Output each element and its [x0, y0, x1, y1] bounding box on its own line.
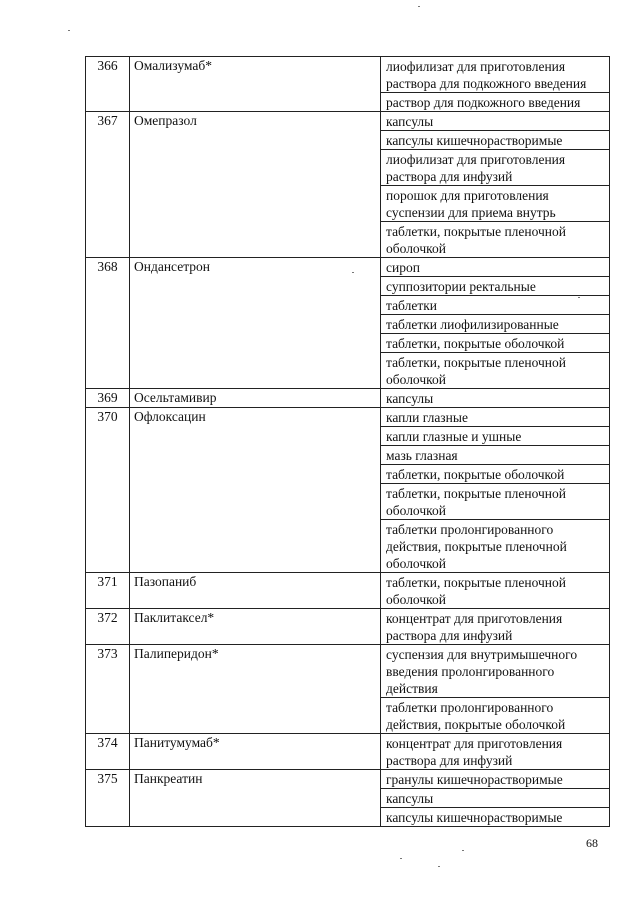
- dosage-forms: [381, 408, 610, 573]
- dosage-form-item: гранулы кишечнорастворимые: [381, 770, 609, 789]
- dosage-form-item: таблетки, покрытые пленочной оболочкой: [381, 484, 609, 520]
- dosage-form-item: таблетки, покрытые оболочкой: [381, 334, 609, 353]
- table-row: [86, 112, 610, 258]
- row-number: 367: [86, 112, 130, 258]
- dosage-form-item: порошок для приготовления суспензии для приема внутрь: [381, 186, 609, 222]
- dosage-form-item: концентрат для приготовления раствора для инфузий: [386, 611, 563, 643]
- row-number: 371: [86, 573, 130, 609]
- dosage-form-item: таблетки: [381, 296, 609, 315]
- dosage-forms: [381, 112, 610, 258]
- dosage-form-item: лиофилизат для приготовления раствора для инфузий: [381, 150, 609, 186]
- drug-table: [85, 56, 610, 827]
- dosage-form-item: концентрат для приготовления раствора для инфузий: [386, 736, 563, 768]
- dosage-form-item: капсулы кишечнорастворимые: [386, 810, 563, 825]
- row-number: 374: [86, 734, 130, 770]
- table-row: [86, 57, 610, 112]
- dosage-form-item: таблетки пролонгированного действия, покрытые оболочкой: [386, 700, 566, 732]
- dosage-form-item: капсулы кишечнорастворимые: [381, 131, 609, 150]
- dosage-form-item: таблетки, покрытые пленочной оболочкой: [386, 575, 567, 607]
- dosage-forms: [381, 258, 610, 389]
- dosage-form-item: суспензия для внутримышечного введения пролонгированного действия: [381, 645, 609, 698]
- drug-name: Пазопаниб: [130, 573, 381, 609]
- dosage-form-item: таблетки, покрытые пленочной оболочкой: [386, 355, 567, 387]
- dosage-form-item: капли глазные и ушные: [381, 427, 609, 446]
- dosage-form-item: капсулы: [386, 391, 434, 406]
- row-number: 372: [86, 609, 130, 645]
- table-row: [86, 645, 610, 734]
- row-number: 368: [86, 258, 130, 389]
- row-number: 369: [86, 389, 130, 408]
- dosage-form-item: суппозитории ректальные: [381, 277, 609, 296]
- dosage-form-item: капсулы: [381, 789, 609, 808]
- dosage-forms: [381, 389, 610, 408]
- dosage-form-item: таблетки пролонгированного действия, покрытые пленочной оболочкой: [386, 522, 567, 571]
- drug-name: Омализумаб*: [130, 57, 381, 112]
- dosage-form-item: капли глазные: [381, 408, 609, 427]
- drug-name: Панкреатин: [130, 770, 381, 827]
- dosage-forms: [381, 734, 610, 770]
- row-number: 375: [86, 770, 130, 827]
- drug-name: Палиперидон*: [130, 645, 381, 734]
- dosage-form-item: раствор для подкожного введения: [386, 95, 581, 110]
- drug-name: Осельтамивир: [130, 389, 381, 408]
- dosage-form-item: лиофилизат для приготовления раствора для подкожного введения: [381, 57, 609, 93]
- table-row: [86, 734, 610, 770]
- dosage-forms: [381, 645, 610, 734]
- page-number: 68: [586, 836, 598, 850]
- drug-table-body: [86, 57, 610, 827]
- table-row: [86, 573, 610, 609]
- row-number: 373: [86, 645, 130, 734]
- dosage-form-item: таблетки лиофилизированные: [381, 315, 609, 334]
- dosage-forms: [381, 57, 610, 112]
- drug-name: Офлоксацин: [130, 408, 381, 573]
- drug-name: Панитумумаб*: [130, 734, 381, 770]
- dosage-forms: [381, 770, 610, 827]
- dosage-form-item: таблетки, покрытые оболочкой: [381, 465, 609, 484]
- table-row: [86, 609, 610, 645]
- dosage-forms: [381, 609, 610, 645]
- dosage-forms: [381, 573, 610, 609]
- dosage-form-item: таблетки, покрытые пленочной оболочкой: [386, 224, 567, 256]
- row-number: 370: [86, 408, 130, 573]
- drug-name: Ондансетрон: [130, 258, 381, 389]
- table-row: [86, 770, 610, 827]
- drug-name: Омепразол: [130, 112, 381, 258]
- dosage-form-item: сироп: [381, 258, 609, 277]
- dosage-form-item: мазь глазная: [381, 446, 609, 465]
- drug-name: Паклитаксел*: [130, 609, 381, 645]
- table-row: [86, 258, 610, 389]
- dosage-form-item: капсулы: [381, 112, 609, 131]
- table-row: [86, 408, 610, 573]
- row-number: 366: [86, 57, 130, 112]
- table-row: [86, 389, 610, 408]
